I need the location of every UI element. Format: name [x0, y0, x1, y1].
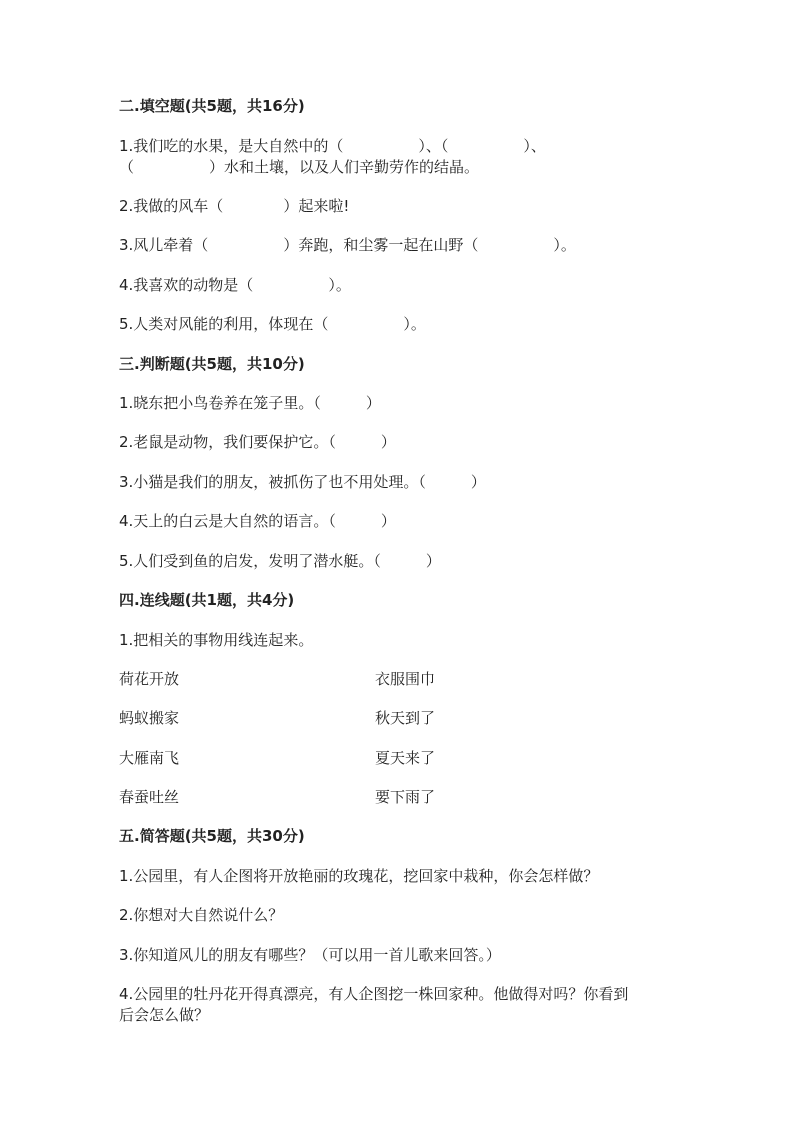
- matching-left-item: 蚂蚁搬家: [119, 709, 180, 727]
- matching-right-item: 秋天到了: [375, 709, 436, 727]
- fill-question-3: 3.风儿牵着（ ）奔跑，和尘雾一起在山野（ ）。: [119, 236, 576, 254]
- judge-question-5: 5.人们受到鱼的启发，发明了潜水艇。（ ）: [119, 552, 441, 570]
- matching-left-item: 大雁南飞: [119, 749, 180, 767]
- fill-question-2: 2.我做的风车（ ）起来啦!: [119, 197, 350, 215]
- matching-left-item: 荷花开放: [119, 670, 180, 688]
- fill-question-5: 5.人类对风能的利用，体现在（ ）。: [119, 315, 426, 333]
- fill-question-1-line-1: 1.我们吃的水果，是大自然中的（ ）、（ ）、: [119, 137, 546, 155]
- short-answer-question-4-line-1: 4.公园里的牡丹花开得真漂亮，有人企图挖一株回家种。他做得对吗？你看到: [119, 985, 629, 1003]
- fill-question-1-line-2: （ ）水和土壤，以及人们辛勤劳作的结晶。: [119, 158, 480, 176]
- short-answer-question-3: 3.你知道风儿的朋友有哪些？（可以用一首儿歌来回答。）: [119, 946, 501, 964]
- matching-right-item: 要下雨了: [375, 788, 436, 806]
- judge-question-3: 3.小猫是我们的朋友，被抓伤了也不用处理。（ ）: [119, 473, 486, 491]
- section-title-fill-in: 二.填空题(共5题，共16分): [119, 97, 305, 115]
- fill-question-4: 4.我喜欢的动物是（ ）。: [119, 276, 351, 294]
- judge-question-4: 4.天上的白云是大自然的语言。（ ）: [119, 512, 396, 530]
- section-title-true-false: 三.判断题(共5题，共10分): [119, 355, 305, 373]
- section-title-matching: 四.连线题(共1题，共4分): [119, 591, 295, 609]
- matching-left-item: 春蚕吐丝: [119, 788, 180, 806]
- short-answer-question-4-line-2: 后会怎么做？: [119, 1006, 210, 1024]
- section-title-short-answer: 五.简答题(共5题，共30分): [119, 827, 305, 845]
- short-answer-question-1: 1.公园里，有人企图将开放艳丽的玫瑰花，挖回家中栽种，你会怎样做？: [119, 867, 599, 885]
- judge-question-2: 2.老鼠是动物，我们要保护它。（ ）: [119, 433, 396, 451]
- matching-right-item: 夏天来了: [375, 749, 436, 767]
- short-answer-question-2: 2.你想对大自然说什么？: [119, 906, 284, 924]
- matching-question-1: 1.把相关的事物用线连起来。: [119, 631, 314, 649]
- judge-question-1: 1.晓东把小鸟卷养在笼子里。（ ）: [119, 394, 381, 412]
- matching-right-item: 衣服围巾: [375, 670, 436, 688]
